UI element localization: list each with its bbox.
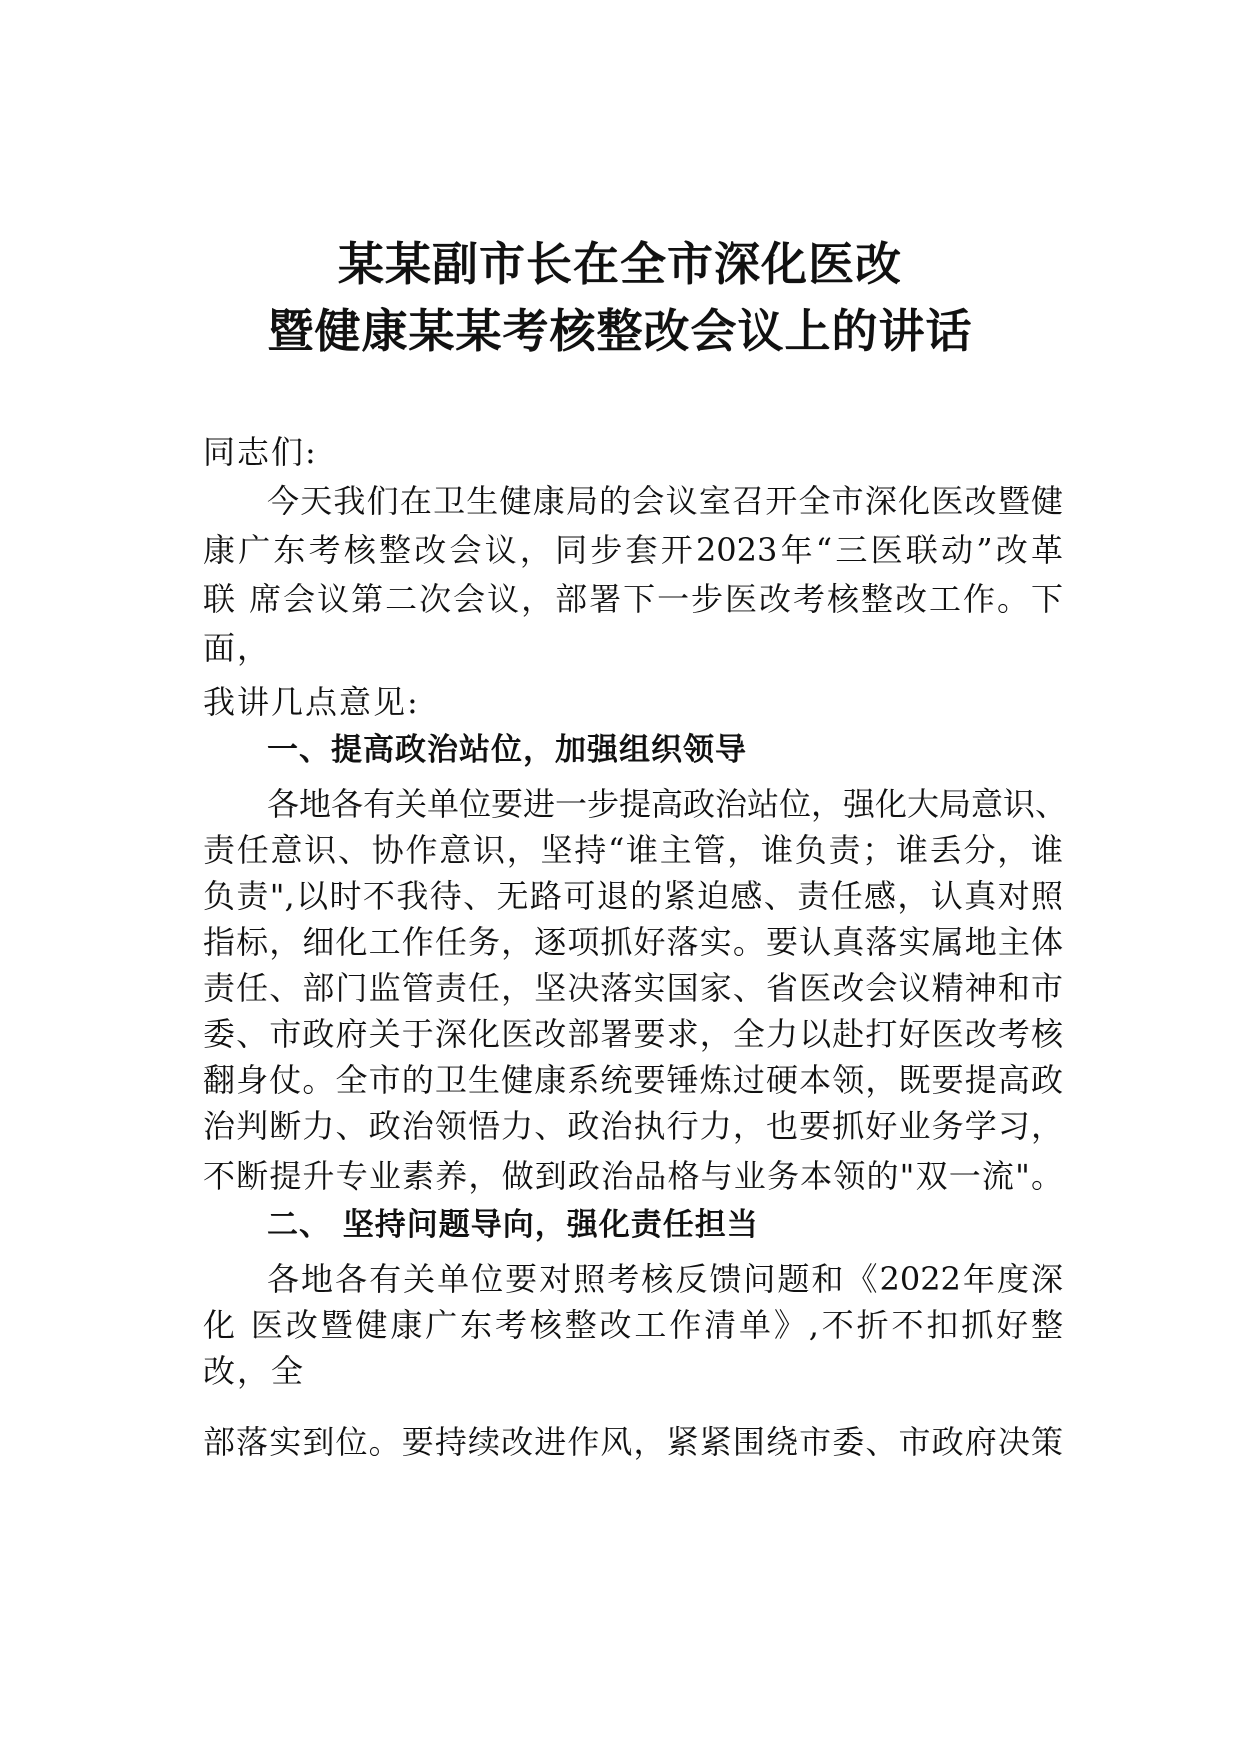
- intro-line: 今天我们在卫生健康局的会议室召开全市深化医改暨健: [267, 482, 1063, 520]
- greeting: 同志们:: [203, 433, 318, 471]
- intro-line: 面，: [203, 629, 272, 667]
- section-1-line: 翻身仗。全市的卫生健康系统要锤炼过硬本领，既要提高政: [203, 1061, 1063, 1099]
- section-1-line: 负责",以时不我待、无路可退的紧迫感、责任感，认真对照: [203, 877, 1063, 915]
- section-2-line: 部落实到位。要持续改进作风，紧紧围绕市委、市政府决策: [203, 1423, 1063, 1461]
- section-2-line: 改，全: [203, 1352, 306, 1390]
- section-1-line: 责任意识、协作意识，坚持“谁主管，谁负责；谁丢分，谁: [203, 831, 1063, 869]
- section-2-line: 各地各有关单位要对照考核反馈问题和《2022年度深: [267, 1260, 1063, 1298]
- section-2-heading: 二、 坚持问题导向，强化责任担当: [267, 1207, 759, 1243]
- section-1-line: 指标，细化工作任务，逐项抓好落实。要认真落实属地主体: [203, 923, 1063, 961]
- section-1-line: 治判断力、政治领悟力、政治执行力，也要抓好业务学习，: [203, 1107, 1063, 1145]
- intro-line: 联 席会议第二次会议，部署下一步医改考核整改工作。下: [203, 580, 1063, 618]
- intro-tail: 我讲几点意见:: [203, 683, 420, 721]
- section-1-line: 不断提升专业素养，做到政治品格与业务本领的"双一流"。: [203, 1157, 1063, 1195]
- section-2-line: 化 医改暨健康广东考核整改工作清单》,不折不扣抓好整: [203, 1306, 1063, 1344]
- document-title-line-2: 暨健康某某考核整改会议上的讲话: [267, 304, 973, 358]
- section-1-heading: 一、提高政治站位，加强组织领导: [267, 732, 747, 768]
- section-1-line: 委、市政府关于深化医改部署要求，全力以赴打好医改考核: [203, 1015, 1063, 1053]
- document-title-line-1: 某某副市长在全市深化医改: [338, 237, 902, 291]
- intro-line: 康广东考核整改会议，同步套开2023年“三医联动”改革: [203, 531, 1063, 569]
- section-1-line: 各地各有关单位要进一步提高政治站位，强化大局意识、: [267, 785, 1068, 823]
- section-1-line: 责任、部门监管责任，坚决落实国家、省医改会议精神和市: [203, 969, 1063, 1007]
